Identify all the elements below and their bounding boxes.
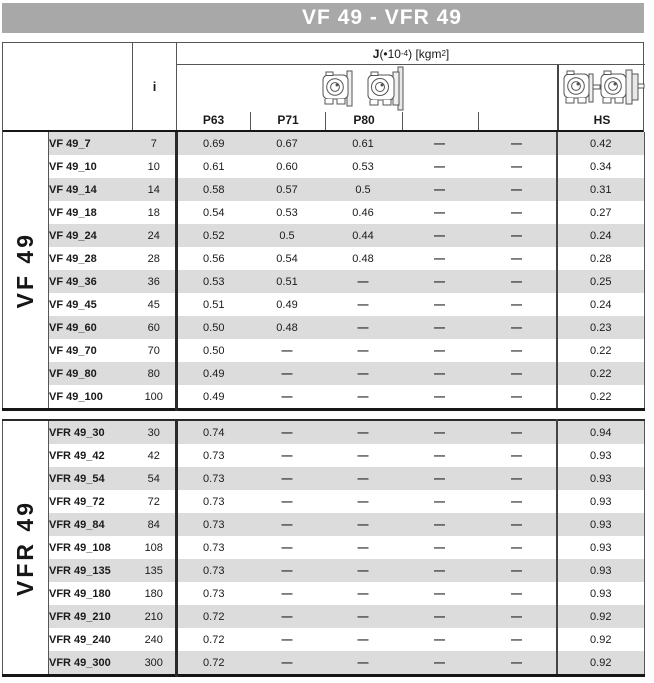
table-row [3, 270, 645, 293]
table-row [3, 385, 645, 410]
table-row [3, 582, 645, 605]
ratio-cell: 14 [133, 178, 177, 201]
model-name-cell: VF 49_14 [49, 178, 133, 201]
inertia-value-cell: 0.22 [557, 339, 645, 362]
worm-gearbox-shaft-icon [600, 68, 646, 110]
inertia-value-cell: — [357, 390, 369, 403]
ratio-cell: 36 [133, 270, 177, 293]
inertia-value-cell: 0.93 [557, 490, 645, 513]
inertia-value-cell: — [325, 559, 402, 582]
inertia-value-cell: 0.73 [177, 467, 250, 490]
inertia-value-cell: — [478, 362, 557, 385]
inertia-value-cell: — [434, 449, 445, 462]
inertia-value-cell: 0.44 [325, 224, 402, 247]
inertia-value-cell: 0.67 [250, 132, 325, 155]
series-group-label [3, 132, 49, 410]
inertia-value-cell: — [511, 390, 522, 403]
motor-gearbox-icons-area [177, 65, 557, 112]
model-name-cell: VF 49_100 [49, 390, 103, 403]
inertia-value-cell: — [434, 206, 445, 219]
inertia-value-cell: — [250, 362, 325, 385]
inertia-value-cell: 0.54 [203, 206, 225, 219]
inertia-value-cell: — [402, 316, 478, 339]
inertia-value-cell: 0.27 [557, 201, 645, 224]
inertia-value-cell: 0.48 [250, 316, 325, 339]
inertia-value-cell: 0.93 [557, 513, 645, 536]
inertia-value-cell: 0.73 [203, 587, 225, 600]
j-units: ) [kgm [408, 46, 442, 61]
series-group-text: VFR 49 [12, 499, 38, 596]
inertia-value-cell: 0.46 [352, 206, 374, 219]
inertia-value-cell: 0.73 [177, 559, 250, 582]
inertia-value-cell: — [511, 160, 522, 173]
worm-gearbox-icon [322, 67, 354, 111]
table-row [3, 444, 645, 467]
series-group-text: VF 49 [12, 231, 38, 309]
inertia-value-cell: 0.73 [203, 449, 225, 462]
inertia-value-cell: — [325, 513, 402, 536]
column-header-p80: P80 [325, 112, 402, 130]
inertia-value-cell: 0.61 [203, 160, 225, 173]
inertia-value-cell: — [281, 541, 293, 554]
inertia-value-cell: 0.92 [557, 651, 645, 676]
table-row [3, 316, 645, 339]
table-row [3, 224, 645, 247]
model-name-cell: VFR 49_180 [49, 587, 111, 600]
motor-size-labels [177, 112, 557, 130]
ratio-cell: 108 [133, 536, 177, 559]
worm-gearbox-icon [563, 69, 601, 109]
inertia-value-cell: 0.51 [250, 270, 325, 293]
inertia-value-cell: 0.54 [276, 252, 298, 265]
ratio-cell: 10 [133, 155, 177, 178]
inertia-value-cell: — [478, 559, 557, 582]
inertia-value-cell: 0.31 [557, 178, 645, 201]
table-row [3, 490, 645, 513]
header-empty-cell [3, 43, 133, 130]
inertia-value-cell: — [402, 270, 478, 293]
inertia-value-cell: — [434, 587, 445, 600]
table-row [3, 132, 645, 155]
inertia-value-cell: — [478, 270, 557, 293]
inertia-value-cell: — [434, 541, 445, 554]
inertia-value-cell: — [357, 541, 369, 554]
inertia-units-header: J (•10 -4 ) [kgm 2 ] [177, 43, 645, 65]
model-name-cell: VFR 49_30 [49, 420, 133, 444]
inertia-value-cell: 0.72 [177, 651, 250, 676]
ratio-cell: 84 [133, 513, 177, 536]
ratio-cell: 54 [133, 467, 177, 490]
ratio-cell: 240 [133, 628, 177, 651]
model-name-cell: VF 49_28 [49, 252, 97, 265]
inertia-value-cell: 0.23 [557, 316, 645, 339]
inertia-value-cell: — [357, 495, 369, 508]
inertia-value-cell: — [434, 298, 445, 311]
table-row [3, 155, 645, 178]
inertia-value-cell: — [478, 224, 557, 247]
inertia-value-cell: 0.93 [557, 467, 645, 490]
table-row [3, 467, 645, 490]
inertia-value-cell: — [250, 559, 325, 582]
inertia-value-cell: 0.92 [557, 605, 645, 628]
table-row [3, 420, 645, 444]
inertia-value-cell: — [325, 651, 402, 676]
inertia-value-cell: — [478, 132, 557, 155]
inertia-value-cell: — [325, 605, 402, 628]
hs-icons-area [557, 65, 645, 112]
inertia-value-cell: — [250, 513, 325, 536]
inertia-value-cell: 0.69 [177, 132, 250, 155]
table-row [3, 559, 645, 582]
inertia-value-cell: — [325, 316, 402, 339]
model-name-cell: VF 49_18 [49, 206, 97, 219]
model-name-cell: VFR 49_108 [49, 541, 111, 554]
model-name-cell: VF 49_70 [49, 344, 97, 357]
j-text: (•10 [379, 46, 401, 61]
inertia-value-cell: 0.49 [177, 362, 250, 385]
inertia-value-cell: — [511, 206, 522, 219]
table-row [3, 339, 645, 362]
inertia-value-cell: — [511, 587, 522, 600]
model-name-cell: VF 49_45 [49, 298, 97, 311]
inertia-value-cell: 0.51 [203, 298, 225, 311]
inertia-value-cell: — [281, 390, 293, 403]
inertia-value-cell: — [357, 587, 369, 600]
inertia-value-cell: — [402, 605, 478, 628]
vfr49-table [2, 419, 645, 677]
inertia-value-cell: — [478, 605, 557, 628]
inertia-value-cell: 0.49 [203, 390, 225, 403]
ratio-cell: 70 [133, 339, 177, 362]
ratio-cell: 80 [133, 362, 177, 385]
column-header-blank2 [478, 112, 557, 130]
model-name-cell: VFR 49_54 [49, 467, 133, 490]
inertia-value-cell: 0.74 [177, 420, 250, 444]
inertia-value-cell: — [250, 420, 325, 444]
inertia-value-cell: 0.73 [203, 541, 225, 554]
table-row [3, 293, 645, 316]
inertia-value-cell: — [478, 651, 557, 676]
inertia-value-cell: — [402, 559, 478, 582]
table-row [3, 247, 645, 270]
column-header-p71: P71 [250, 112, 325, 130]
inertia-value-cell: 0.58 [177, 178, 250, 201]
inertia-value-cell: — [357, 633, 369, 646]
inertia-value-cell: — [478, 178, 557, 201]
model-name-cell: VFR 49_300 [49, 651, 133, 676]
inertia-value-cell: — [357, 449, 369, 462]
inertia-value-cell: 0.50 [177, 316, 250, 339]
ratio-cell: 300 [133, 651, 177, 676]
inertia-value-cell: — [402, 362, 478, 385]
table-row [3, 362, 645, 385]
vf49-table [2, 132, 645, 411]
inertia-value-cell: 0.22 [557, 362, 645, 385]
inertia-value-cell: 0.22 [557, 385, 645, 410]
table-row [3, 178, 645, 201]
j-units-end: ] [445, 46, 450, 61]
inertia-value-cell: — [250, 467, 325, 490]
inertia-value-cell: 0.52 [177, 224, 250, 247]
inertia-value-cell: 0.5 [325, 178, 402, 201]
inertia-value-cell: — [325, 270, 402, 293]
model-name-cell: VFR 49_240 [49, 633, 111, 646]
column-header-hs: HS [557, 112, 645, 130]
model-name-cell: VFR 49_135 [49, 559, 133, 582]
inertia-value-cell: 0.92 [557, 628, 645, 651]
ratio-cell: 18 [133, 201, 177, 224]
ratio-cell: 72 [133, 490, 177, 513]
model-name-cell: VF 49_80 [49, 362, 133, 385]
model-name-cell: VF 49_24 [49, 224, 133, 247]
inertia-value-cell: 0.24 [557, 293, 645, 316]
ratio-cell: 135 [133, 559, 177, 582]
inertia-value-cell: — [402, 651, 478, 676]
inertia-value-cell: — [357, 298, 369, 311]
ratio-cell: 210 [133, 605, 177, 628]
model-name-cell: VF 49_36 [49, 270, 133, 293]
inertia-value-cell: — [281, 344, 293, 357]
table-header [2, 42, 644, 133]
inertia-value-cell: 0.72 [177, 605, 250, 628]
ratio-cell: 42 [133, 444, 177, 467]
inertia-value-cell: — [357, 344, 369, 357]
model-name-cell: VFR 49_84 [49, 513, 133, 536]
inertia-value-cell: 0.73 [203, 495, 225, 508]
model-name-cell: VF 49_7 [49, 132, 133, 155]
column-header-p63: P63 [202, 113, 225, 127]
inertia-value-cell: — [511, 541, 522, 554]
inertia-value-cell: — [511, 633, 522, 646]
model-name-cell: VF 49_10 [49, 160, 97, 173]
model-name-cell: VFR 49_42 [49, 449, 105, 462]
inertia-value-cell: 0.73 [177, 513, 250, 536]
inertia-value-cell: 0.53 [352, 160, 374, 173]
table-row [3, 536, 645, 559]
ratio-cell: 45 [133, 293, 177, 316]
inertia-value-cell: — [434, 252, 445, 265]
inertia-value-cell: 0.53 [177, 270, 250, 293]
inertia-value-cell: 0.34 [557, 155, 645, 178]
inertia-value-cell: — [402, 224, 478, 247]
table-row [3, 201, 645, 224]
inertia-value-cell: 0.24 [557, 224, 645, 247]
inertia-value-cell: — [511, 252, 522, 265]
j-symbol: J [372, 46, 380, 61]
ratio-column-header: i [133, 43, 177, 130]
inertia-value-cell: 0.93 [557, 536, 645, 559]
inertia-value-cell: — [281, 449, 293, 462]
inertia-value-cell: — [402, 467, 478, 490]
ratio-cell: 7 [133, 132, 177, 155]
inertia-value-cell: 0.28 [557, 247, 645, 270]
inertia-value-cell: — [281, 633, 293, 646]
inertia-value-cell: 0.56 [203, 252, 225, 265]
inertia-value-cell: — [325, 362, 402, 385]
inertia-value-cell: 0.93 [557, 559, 645, 582]
table-row [3, 651, 645, 676]
ratio-cell: 30 [133, 420, 177, 444]
inertia-value-cell: — [478, 513, 557, 536]
inertia-value-cell: — [250, 651, 325, 676]
ratio-cell: 24 [133, 224, 177, 247]
inertia-value-cell: — [511, 344, 522, 357]
inertia-value-cell: — [402, 178, 478, 201]
inertia-value-cell: 0.53 [276, 206, 298, 219]
worm-gearbox-flange-icon [367, 66, 407, 112]
inertia-value-cell: — [434, 344, 445, 357]
table-row [3, 605, 645, 628]
inertia-value-cell: 0.57 [250, 178, 325, 201]
inertia-value-cell: 0.72 [203, 633, 225, 646]
inertia-value-cell: — [478, 420, 557, 444]
ratio-cell: 28 [133, 247, 177, 270]
page-title: VF 49 - VFR 49 [2, 3, 644, 33]
inertia-value-cell: 0.48 [352, 252, 374, 265]
model-name-cell: VFR 49_210 [49, 605, 133, 628]
inertia-value-cell: 0.50 [203, 344, 225, 357]
ratio-cell: 100 [133, 385, 177, 410]
inertia-value-cell: — [281, 495, 293, 508]
inertia-value-cell: 0.49 [276, 298, 298, 311]
inertia-value-cell: — [511, 495, 522, 508]
column-header-blank1 [402, 112, 478, 130]
inertia-value-cell: — [402, 420, 478, 444]
inertia-value-cell: 0.61 [325, 132, 402, 155]
inertia-value-cell: 0.93 [557, 582, 645, 605]
table-row [3, 628, 645, 651]
inertia-value-cell: — [434, 390, 445, 403]
ratio-cell: 60 [133, 316, 177, 339]
model-name-cell: VFR 49_72 [49, 495, 105, 508]
inertia-value-cell: — [402, 513, 478, 536]
inertia-value-cell: — [478, 316, 557, 339]
series-group-label [3, 420, 49, 676]
ratio-cell: 180 [133, 582, 177, 605]
inertia-value-cell: — [434, 633, 445, 646]
inertia-value-cell: 0.5 [250, 224, 325, 247]
inertia-value-cell: — [434, 495, 445, 508]
inertia-value-cell: 0.25 [557, 270, 645, 293]
inertia-value-cell: — [511, 298, 522, 311]
inertia-value-cell: 0.60 [276, 160, 298, 173]
inertia-value-cell: 0.94 [557, 420, 645, 444]
inertia-value-cell: 0.93 [557, 444, 645, 467]
inertia-value-cell: — [511, 449, 522, 462]
inertia-value-cell: — [281, 587, 293, 600]
table-row [3, 513, 645, 536]
inertia-value-cell: 0.42 [557, 132, 645, 155]
inertia-value-cell: — [250, 605, 325, 628]
model-name-cell: VF 49_60 [49, 316, 133, 339]
inertia-value-cell: — [402, 132, 478, 155]
inertia-value-cell: — [325, 420, 402, 444]
inertia-value-cell: — [325, 467, 402, 490]
inertia-value-cell: — [434, 160, 445, 173]
inertia-value-cell: — [478, 467, 557, 490]
